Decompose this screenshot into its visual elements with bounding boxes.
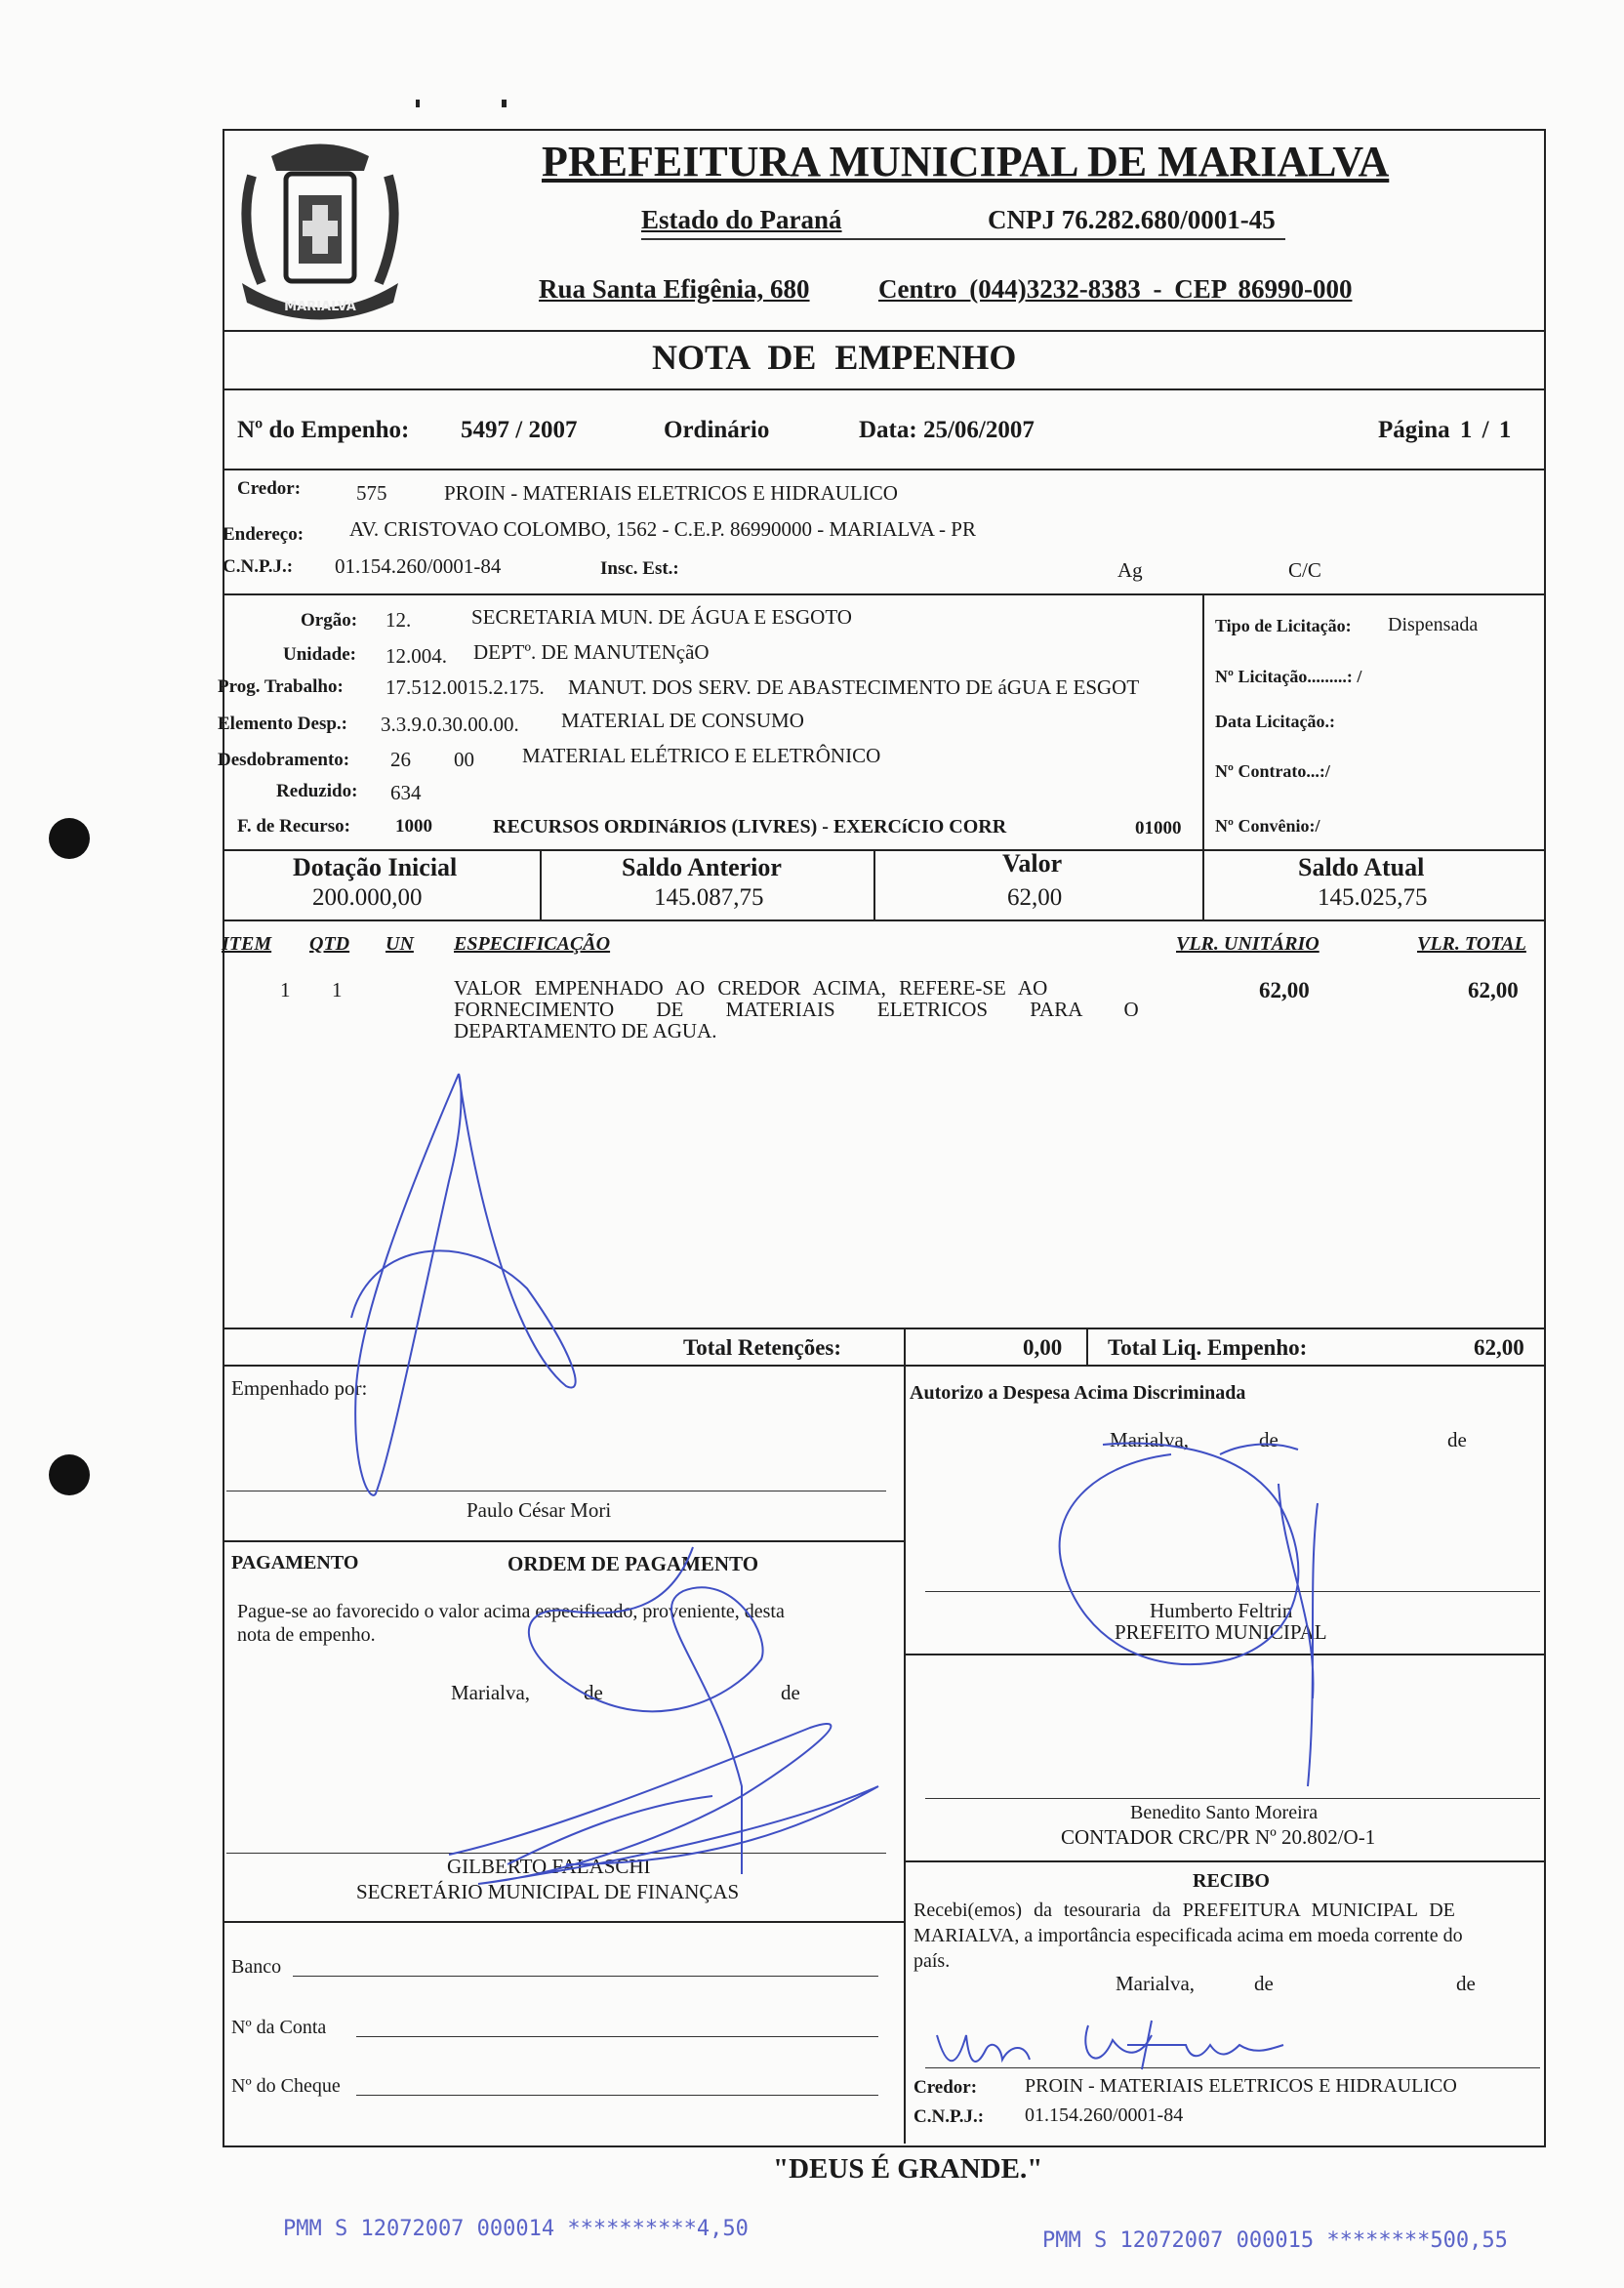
secretario-name: GILBERTO FALASCHI <box>447 1855 651 1878</box>
desdobramento-code: 26 <box>390 748 411 771</box>
licitacao-number: Nº Licitação.........: / <box>1215 667 1362 686</box>
recurso-label: F. de Recurso: <box>237 816 350 837</box>
divider <box>223 330 1544 332</box>
pagamento-city: Marialva, <box>451 1681 531 1704</box>
unidade-code: 12.004. <box>386 644 447 668</box>
unidade-value: DEPTº. DE MANUTENçãO <box>473 640 710 664</box>
reduzido-label: Reduzido: <box>276 781 358 801</box>
col-especificacao: ESPECIFICAÇÃO <box>454 933 611 955</box>
pagamento-de-1: de <box>584 1681 603 1704</box>
item-unit-value: 62,00 <box>1259 978 1310 1002</box>
prefeito-role: PREFEITO MUNICIPAL <box>1115 1620 1327 1644</box>
item-number: 1 <box>280 978 291 1001</box>
empenho-type: Ordinário <box>664 417 770 443</box>
secretario-role: SECRETÁRIO MUNICIPAL DE FINANÇAS <box>356 1880 740 1903</box>
reduzido-value: 634 <box>390 781 422 804</box>
empenhado-name: Paulo César Mori <box>467 1498 612 1522</box>
credor-label: Credor: <box>237 478 302 499</box>
divider <box>873 849 875 919</box>
recibo-text-3: país. <box>914 1950 951 1972</box>
divider <box>540 849 542 919</box>
cheque-line <box>356 2095 878 2096</box>
recibo-de-2: de <box>1456 1972 1476 1995</box>
punch-hole <box>49 1454 90 1495</box>
underline <box>641 238 1285 240</box>
recibo-de-1: de <box>1254 1972 1274 1995</box>
divider <box>223 469 1544 470</box>
page-number: Página 1 / 1 <box>1378 417 1512 443</box>
recibo-text-2: MARIALVA, a importância especificada acima em moeda corrente do <box>914 1925 1463 1946</box>
signature-line <box>925 1798 1540 1799</box>
signature-line <box>226 1853 886 1854</box>
recibo-credor-value: PROIN - MATERIAIS ELETRICOS E HIDRAULICO <box>1025 2075 1457 2097</box>
divider <box>904 1860 1544 1862</box>
cc-label: C/C <box>1288 558 1321 582</box>
col-un: UN <box>386 933 414 955</box>
convenio-label: Nº Convênio:/ <box>1215 816 1320 836</box>
tipo-licitacao-value: Dispensada <box>1388 614 1479 635</box>
footer-motto: "DEUS É GRANDE." <box>773 2153 1043 2185</box>
credor-code: 575 <box>356 481 387 505</box>
banco-line <box>293 1976 878 1977</box>
desdobramento-label: Desdobramento: <box>218 750 350 770</box>
contrato-label: Nº Contrato...:/ <box>1215 761 1330 781</box>
divider <box>1086 1328 1088 1365</box>
cashier-stamp-left: PMM S 12072007 000014 **********4,50 <box>283 2217 749 2241</box>
elemento-label: Elemento Desp.: <box>218 714 347 734</box>
pagamento-label: PAGAMENTO <box>231 1552 359 1573</box>
divider <box>223 1365 1544 1367</box>
item-total-value: 62,00 <box>1468 978 1519 1002</box>
orgao-value: SECRETARIA MUN. DE ÁGUA E ESGOTO <box>471 605 852 629</box>
recurso-value: RECURSOS ORDINáRIOS (LIVRES) - EXERCíCIO CORR <box>493 816 1007 838</box>
divider <box>223 919 1544 921</box>
retencoes-value: 0,00 <box>1023 1335 1063 1360</box>
cnpj-label: CNPJ 76.282.680/0001-45 <box>988 205 1276 234</box>
col-vlr-total: VLR. TOTAL <box>1417 933 1526 955</box>
autorizo-de-1: de <box>1259 1428 1279 1451</box>
municipal-seal-icon <box>232 137 408 332</box>
prog-label: Prog. Trabalho: <box>218 676 344 697</box>
dotacao-label: Dotação Inicial <box>293 853 458 881</box>
saldo-atual-label: Saldo Atual <box>1298 853 1425 881</box>
item-desc-line3: DEPARTAMENTO DE AGUA. <box>454 1019 717 1042</box>
recurso-suffix: 01000 <box>1135 818 1182 838</box>
autorizo-label: Autorizo a Despesa Acima Discriminada <box>910 1382 1246 1404</box>
endereco-label: Endereço: <box>223 524 304 545</box>
divider <box>904 1654 1544 1655</box>
saldo-anterior-label: Saldo Anterior <box>622 853 782 881</box>
elemento-code: 3.3.9.0.30.00.00. <box>381 713 519 736</box>
signature-line <box>925 2067 1540 2068</box>
contador-name: Benedito Santo Moreira <box>1130 1802 1319 1823</box>
item-qtd: 1 <box>332 978 343 1001</box>
cnpj-credor-value: 01.154.260/0001-84 <box>335 554 502 578</box>
insc-label: Insc. Est.: <box>600 558 679 579</box>
conta-label: Nº da Conta <box>231 2017 327 2038</box>
cheque-label: Nº do Cheque <box>231 2075 341 2097</box>
unidade-label: Unidade: <box>283 644 356 665</box>
recibo-cnpj-label: C.N.P.J.: <box>914 2106 985 2127</box>
divider <box>1202 593 1204 849</box>
valor-value: 62,00 <box>1007 884 1063 911</box>
elemento-value: MATERIAL DE CONSUMO <box>561 709 804 732</box>
divider <box>904 1328 906 1365</box>
cnpj-credor-label: C.N.P.J.: <box>223 556 294 577</box>
divider <box>904 1365 906 2144</box>
licitacao-date: Data Licitação.: <box>1215 712 1335 731</box>
scan-speck <box>502 100 507 107</box>
divider <box>223 593 1544 595</box>
recibo-label: RECIBO <box>1193 1870 1270 1892</box>
divider <box>223 388 1544 390</box>
autorizo-city: Marialva, <box>1110 1428 1190 1451</box>
divider <box>223 1328 1544 1329</box>
tipo-licitacao-label: Tipo de Licitação: <box>1215 616 1352 635</box>
orgao-code: 12. <box>386 608 412 632</box>
contact-label: Centro (044)3232-8383 - CEP 86990-000 <box>878 274 1353 304</box>
svg-text:MARIALVA: MARIALVA <box>284 300 356 314</box>
street-label: Rua Santa Efigênia, 680 <box>539 274 810 304</box>
desdobramento-value: MATERIAL ELÉTRICO E ELETRÔNICO <box>522 744 881 767</box>
prog-value: MANUT. DOS SERV. DE ABASTECIMENTO DE áGUA E ESGOT <box>568 675 1140 699</box>
recibo-cnpj-value: 01.154.260/0001-84 <box>1025 2104 1184 2126</box>
liq-empenho-label: Total Liq. Empenho: <box>1108 1335 1308 1360</box>
banco-label: Banco <box>231 1956 282 1978</box>
ag-label: Ag <box>1117 558 1143 582</box>
empenho-number: 5497 / 2007 <box>461 417 578 443</box>
empenhado-label: Empenhado por: <box>231 1376 368 1400</box>
recibo-text-1: Recebi(emos) da tesouraria da PREFEITURA MUNICIPAL DE <box>914 1900 1455 1921</box>
pagamento-text-1: Pague-se ao favorecido o valor acima especificado, proveniente, desta <box>237 1601 785 1622</box>
col-vlr-unitario: VLR. UNITÁRIO <box>1176 933 1320 955</box>
divider <box>223 849 1544 851</box>
col-qtd: QTD <box>309 933 350 955</box>
page-title: PREFEITURA MUNICIPAL DE MARIALVA <box>542 138 1390 185</box>
saldo-anterior-value: 145.087,75 <box>654 884 764 911</box>
orgao-label: Orgão: <box>301 610 358 631</box>
divider <box>223 1540 904 1542</box>
empenho-label: Nº do Empenho: <box>237 417 410 443</box>
autorizo-de-2: de <box>1447 1428 1467 1451</box>
recurso-code: 1000 <box>395 816 432 837</box>
dotacao-value: 200.000,00 <box>312 884 423 911</box>
cashier-stamp-right: PMM S 12072007 000015 ********500,55 <box>1042 2228 1508 2253</box>
col-item: ITEM <box>222 933 272 955</box>
state-label: Estado do Paraná <box>641 205 842 234</box>
saldo-atual-value: 145.025,75 <box>1318 884 1428 911</box>
prog-code: 17.512.0015.2.175. <box>386 675 545 699</box>
desdobramento-sub: 00 <box>454 748 474 771</box>
empenho-date: Data: 25/06/2007 <box>859 417 1035 443</box>
pagamento-de-2: de <box>781 1681 800 1704</box>
conta-line <box>356 2036 878 2037</box>
scan-speck <box>416 100 420 107</box>
signature-line <box>925 1591 1540 1592</box>
divider <box>1202 849 1204 919</box>
prefeito-name: Humberto Feltrin <box>1150 1599 1293 1622</box>
punch-hole <box>49 818 90 859</box>
retencoes-label: Total Retenções: <box>683 1335 842 1360</box>
recibo-city: Marialva, <box>1116 1972 1196 1995</box>
doc-title: NOTA DE EMPENHO <box>652 338 1017 377</box>
liq-empenho-value: 62,00 <box>1474 1335 1524 1360</box>
recibo-credor-label: Credor: <box>914 2077 978 2098</box>
contador-role: CONTADOR CRC/PR Nº 20.802/O-1 <box>1061 1825 1376 1849</box>
credor-name: PROIN - MATERIAIS ELETRICOS E HIDRAULICO <box>444 481 898 505</box>
item-desc-line1: VALOR EMPENHADO AO CREDOR ACIMA, REFERE-SE AO <box>454 976 1048 1000</box>
divider <box>223 1921 904 1923</box>
endereco-value: AV. CRISTOVAO COLOMBO, 1562 - C.E.P. 86990000 - MARIALVA - PR <box>349 517 976 541</box>
pagamento-text-2: nota de empenho. <box>237 1624 376 1646</box>
ordem-pagamento-label: ORDEM DE PAGAMENTO <box>508 1552 759 1575</box>
item-desc-line2: FORNECIMENTO DE MATERIAIS ELETRICOS PARA O <box>454 998 1139 1021</box>
valor-label: Valor <box>1002 849 1063 878</box>
